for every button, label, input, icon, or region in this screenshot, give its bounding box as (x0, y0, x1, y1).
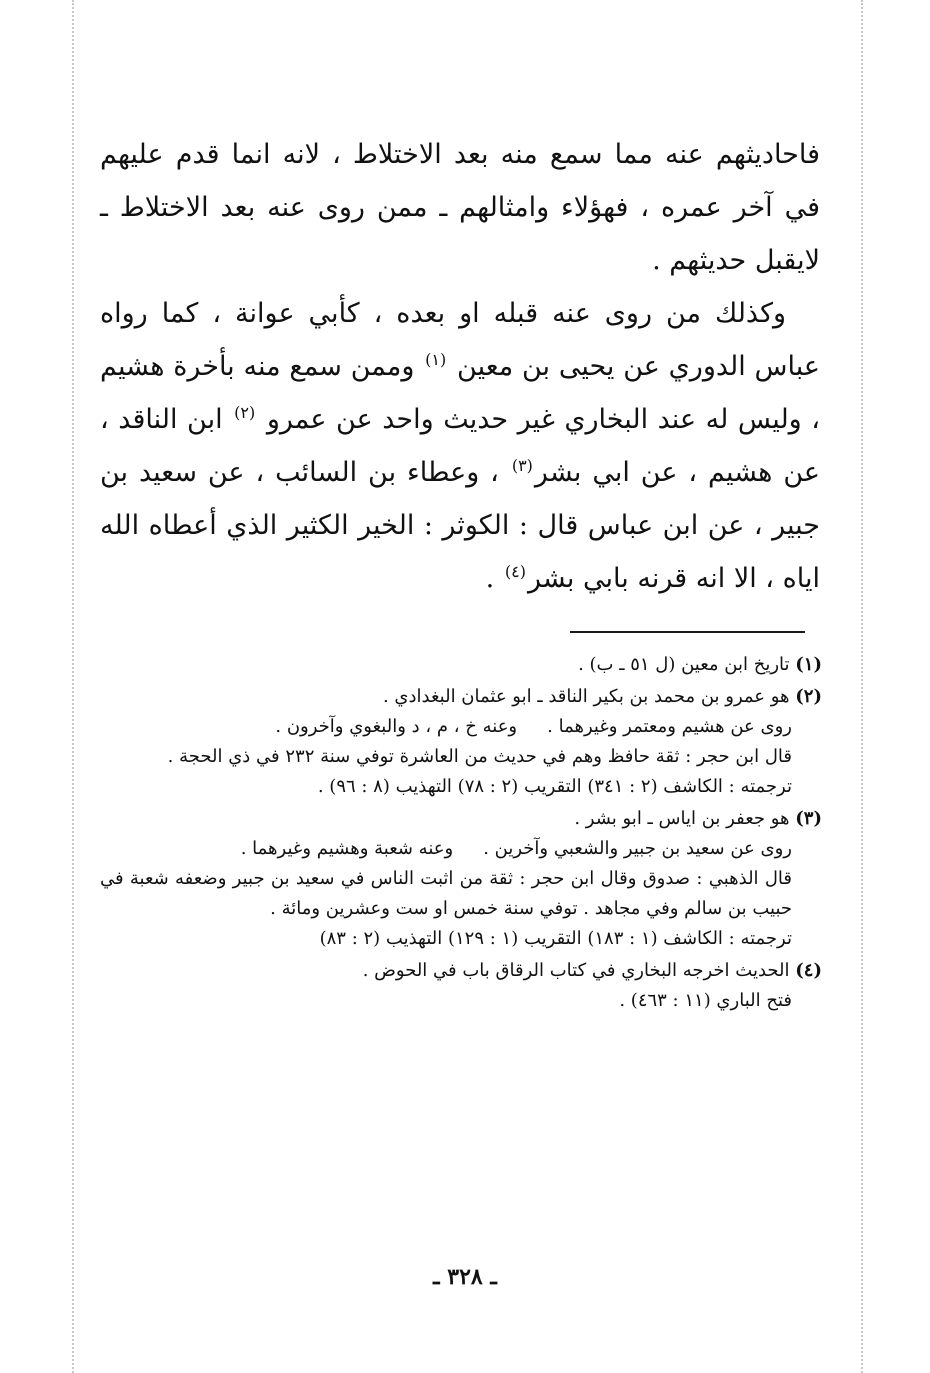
footnotes-block (100, 650, 822, 1018)
footnote-2-line-3: ترجمته : الكاشف (٢ : ٣٤١) التقريب (٢ : ٧٨) التهذيب (٨ : ٩٦) . (317, 776, 792, 797)
footnote-ref-3[interactable]: (٣) (511, 456, 533, 475)
footnote-3-number: (٣) (795, 808, 822, 829)
footnote-ref-2[interactable]: (٢) (234, 403, 256, 422)
footnote-2-narrators-to: وعنه خ ، م ، د والبغوي وآخرون . (275, 716, 518, 737)
footnote-1-number: (١) (795, 654, 822, 675)
paragraph-2-text-a: وكذلك من روى عنه قبله او بعده ، كأبي عوانة ، كما رواه عباس الدوري عن يحيى بن معين (100, 298, 820, 382)
right-margin-dotted-guide (861, 0, 863, 1373)
left-margin-dotted-guide (72, 0, 74, 1373)
page-number: ـ ٣٢٨ ـ (433, 1264, 497, 1290)
footnote-3-narrators-to: وعنه شعبة وهشيم وغيرهما . (240, 838, 454, 859)
footnote-4-text: الحديث اخرجه البخاري في كتاب الرقاق باب في الحوض . (362, 960, 790, 981)
footnote-3-narrators-from: روى عن سعيد بن جبير والشعبي وآخرين . (483, 838, 792, 859)
paragraph-2-text-c: ابن الناقد ، عن هشيم ، عن ابي بشر (100, 404, 821, 488)
footnote-2 (100, 682, 822, 802)
footnote-ref-4[interactable]: (٤) (504, 562, 526, 581)
footnote-1-text: تاريخ ابن معين (ل ٥١ ـ ب) . (578, 654, 790, 675)
footnote-ref-1[interactable]: (١) (425, 350, 447, 369)
footnote-separator-line (570, 631, 805, 633)
footnote-4 (100, 956, 822, 1016)
footnote-3 (100, 804, 822, 954)
footnote-4-line-1: فتح الباري (١١ : ٤٦٣) . (619, 990, 792, 1011)
footnote-3-line-3: ترجمته : الكاشف (١ : ١٨٣) التقريب (١ : ١٢٩) التهذيب (٢ : ٨٣) (319, 928, 792, 949)
footnote-3-line-2: قال الذهبي : صدوق وقال ابن حجر : ثقة من اثبت الناس في سعيد بن جبير وضعفه شعبة في حبيب بن سالم وفي مجاهد . توفي سنة خمس او ست وعشرين ومائة . (100, 868, 792, 919)
paragraph-2-text-d: ، وعطاء بن السائب ، عن سعيد بن جبير ، عن ابن عباس قال : الكوثر : الخير الكثير الذي أعطاه الله اياه ، الا انه قرنه بابي بشر (100, 457, 820, 594)
paragraph-2-text-e: . (485, 563, 495, 594)
footnote-1 (100, 650, 822, 680)
paragraph-2-text-b: وممن سمع منه بأخرة هشيم ، وليس له عند البخاري غير حديث واحد عن عمرو (100, 351, 820, 435)
footnote-3-line-1 (100, 834, 822, 864)
footnote-2-line-1 (100, 712, 822, 742)
paragraph-1 (100, 128, 820, 287)
footnote-2-number: (٢) (795, 686, 822, 707)
footnote-2-narrators-from: روى عن هشيم ومعتمر وغيرهما . (547, 716, 792, 737)
paragraph-2 (100, 287, 820, 605)
footnote-3-text: هو جعفر بن اياس ـ ابو بشر . (574, 808, 790, 829)
footnote-2-line-2: قال ابن حجر : ثقة حافظ وهم في حديث من العاشرة توفي سنة ٢٣٢ في ذي الحجة . (167, 746, 792, 767)
paragraph-1-text: فاحاديثهم عنه مما سمع منه بعد الاختلاط ، لانه انما قدم عليهم في آخر عمره ، فهؤلاء وامثالهم ـ ممن روى عنه بعد الاختلاط ـ لايقبل حديثهم . (100, 139, 820, 276)
footnote-4-number: (٤) (795, 960, 822, 981)
main-text-block (100, 128, 820, 605)
footnote-2-text: هو عمرو بن محمد بن بكير الناقد ـ ابو عثمان البغدادي . (382, 686, 790, 707)
